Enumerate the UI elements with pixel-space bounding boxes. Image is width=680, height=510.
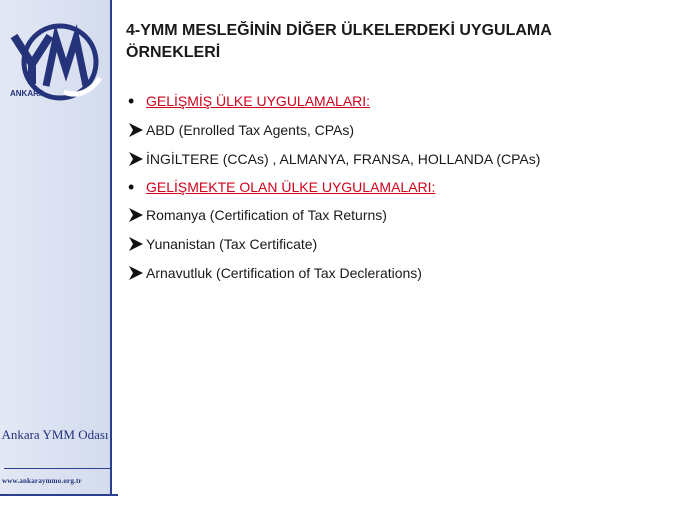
bullet-item-developing: [128, 178, 435, 196]
bullet-text: ABD (Enrolled Tax Agents, CPAs): [146, 122, 355, 138]
bullet-text: Arnavutluk (Certification of Tax Declerations): [146, 265, 422, 281]
bullet-text: Romanya (Certification of Tax Returns): [146, 207, 387, 223]
bullet-item-usa: [128, 121, 354, 139]
bullet-text: İNGİLTERE (CCAs) , ALMANYA, FRANSA, HOLLANDA (CPAs): [146, 151, 541, 167]
bullet-item-developed: [128, 92, 370, 110]
arrow-icon: [128, 235, 146, 253]
bullet-text: GELİŞMİŞ ÜLKE UYGULAMALARI:: [146, 93, 371, 109]
website-link[interactable]: www.ankaraymmo.org.tr: [2, 477, 82, 485]
dot-icon: •: [128, 177, 135, 197]
bullet-item-albania: [128, 264, 422, 282]
bullet-text: GELİŞMEKTE OLAN ÜLKE UYGULAMALARI:: [146, 179, 436, 195]
dot-icon: •: [128, 91, 135, 111]
footer-divider: [4, 468, 110, 469]
arrow-icon: [128, 264, 146, 282]
organization-name: Ankara YMM Odası: [1, 427, 109, 442]
bullet-text: Yunanistan (Tax Certificate): [146, 236, 318, 252]
ymm-logo: [4, 14, 108, 108]
bullet-item-romania: [128, 206, 387, 224]
logo-text: ANKARA: [10, 89, 45, 98]
arrow-icon: [128, 150, 146, 168]
arrow-icon: [128, 206, 146, 224]
bullet-item-england: [128, 150, 540, 168]
bullet-item-greece: [128, 235, 317, 253]
sidebar: [0, 0, 112, 494]
slide-title: 4-YMM MESLEĞİNİN DİĞER ÜLKELERDEKİ UYGULAMA ÖRNEKLERİ: [126, 22, 552, 61]
bottom-rule: [0, 494, 118, 496]
arrow-icon: [128, 121, 146, 139]
